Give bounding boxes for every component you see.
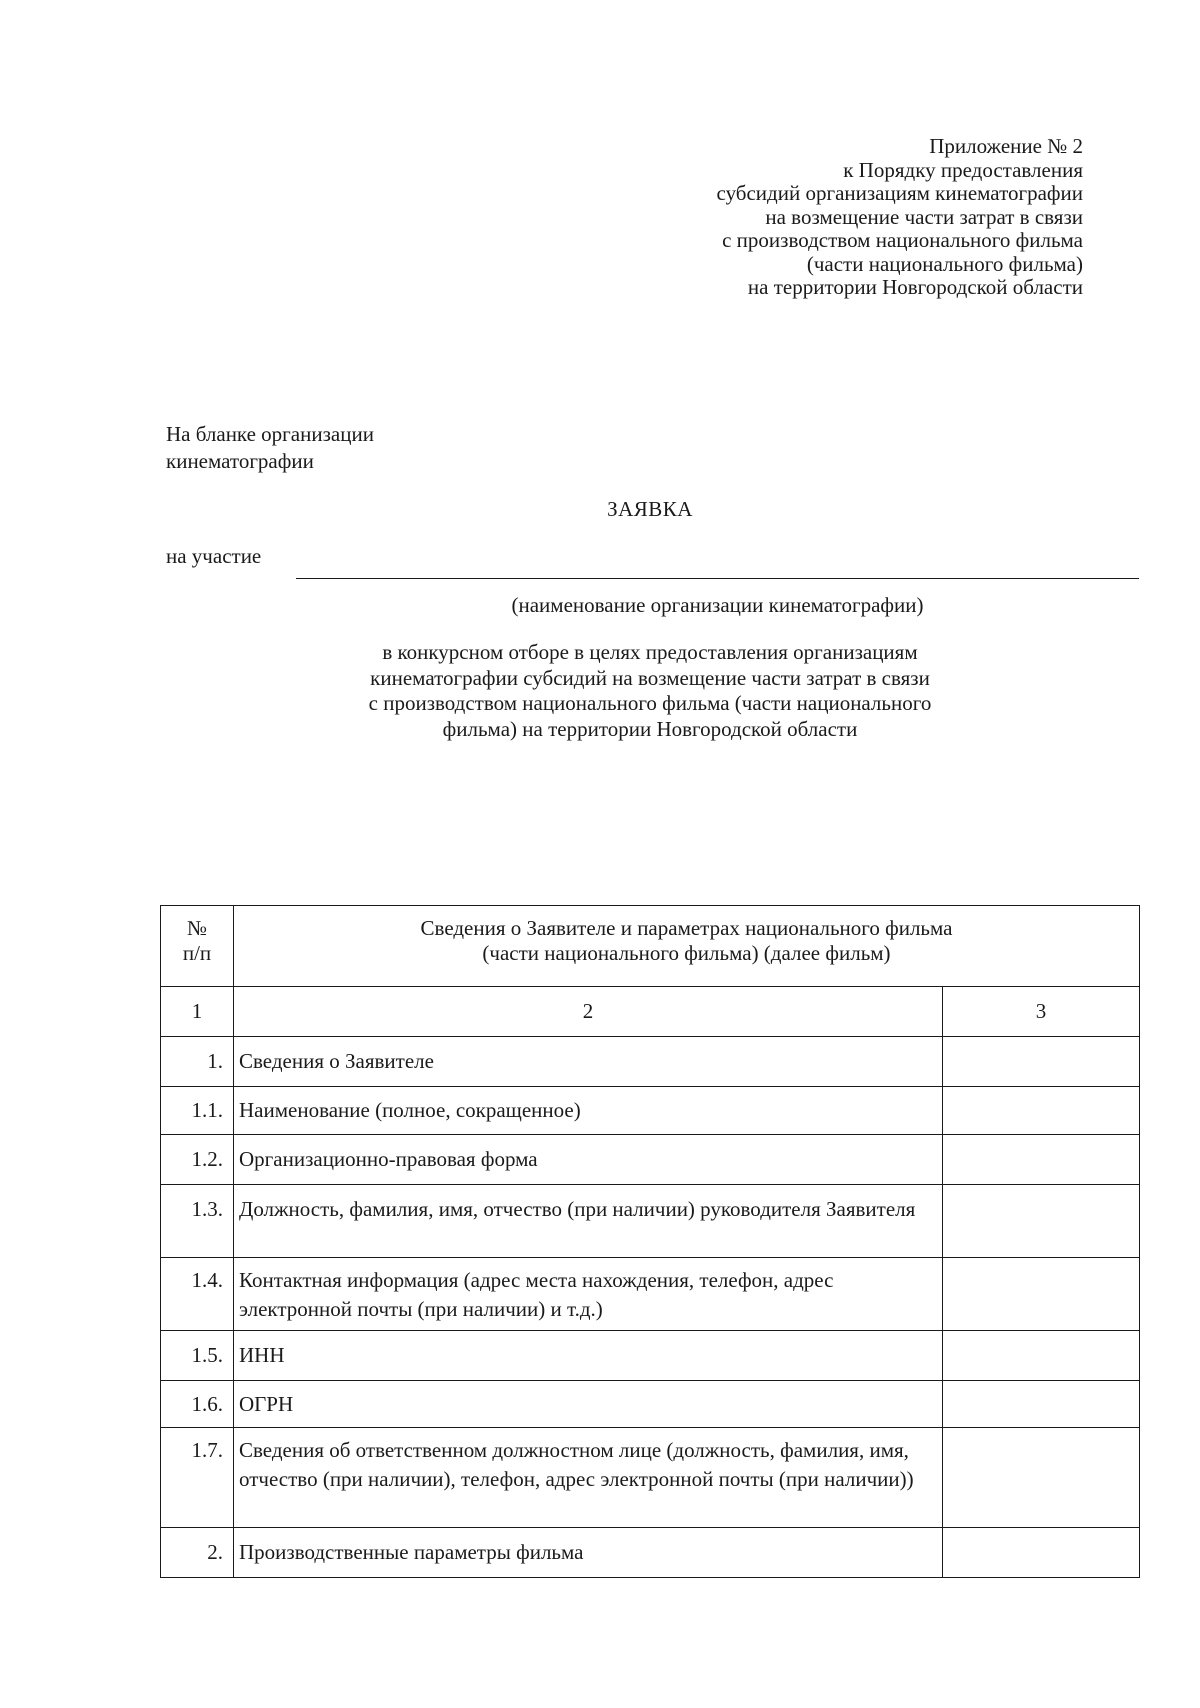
table-header-row xyxy=(161,906,1140,987)
table-row xyxy=(161,1135,1140,1185)
header-num-cell xyxy=(161,906,234,987)
appendix-line: на возмещение части затрат в связи xyxy=(765,204,1083,229)
document-title: ЗАЯВКА xyxy=(607,497,693,521)
organization-name-caption: (наименование организации кинематографии) xyxy=(511,593,924,617)
appendix-line: (части национального фильма) xyxy=(806,251,1083,276)
row-value-cell[interactable] xyxy=(943,1087,1140,1135)
header-desc-line: (части национального фильма) (далее фильм) xyxy=(482,941,891,965)
table-row xyxy=(161,1428,1140,1528)
appendix-line: Приложение № 2 xyxy=(929,134,1083,158)
purpose-text xyxy=(296,640,1004,742)
column-number-cell: 2 xyxy=(234,987,943,1037)
appendix-block xyxy=(483,135,1083,300)
row-number: 1.5. xyxy=(161,1331,234,1381)
row-value-cell[interactable] xyxy=(943,1528,1140,1578)
table-row xyxy=(161,1258,1140,1331)
row-description: Сведения об ответственном должностном лице (должность, фамилия, имя, отчество (при наличии), телефон, адрес электронной почты (при наличии)) xyxy=(234,1428,943,1528)
row-number: 1.7. xyxy=(161,1428,234,1528)
organization-fill-line[interactable] xyxy=(296,578,1139,579)
row-description: Сведения о Заявителе xyxy=(234,1037,943,1087)
appendix-line: с производством национального фильма xyxy=(722,228,1083,252)
column-number-cell: 3 xyxy=(943,987,1140,1037)
column-number-cell: 1 xyxy=(161,987,234,1037)
purpose-line: фильма) на территории Новгородской области xyxy=(442,716,858,741)
letterhead-note xyxy=(166,421,374,475)
row-description: ИНН xyxy=(234,1331,943,1381)
row-description: Контактная информация (адрес места нахождения, телефон, адрес электронной почты (при наличии) и т.д.) xyxy=(234,1258,943,1331)
row-description: Организационно-правовая форма xyxy=(234,1135,943,1185)
table-row xyxy=(161,1087,1140,1135)
row-value-cell[interactable] xyxy=(943,1428,1140,1528)
purpose-line: с производством национального фильма (части национального xyxy=(368,691,932,715)
column-number-row xyxy=(161,987,1140,1037)
table-row xyxy=(161,1381,1140,1428)
header-num-symbol: № xyxy=(186,916,208,940)
applicant-info-table xyxy=(160,905,1140,1578)
purpose-line: в конкурсном отборе в целях предоставления организациям xyxy=(382,640,918,664)
letterhead-line: На бланке организации xyxy=(166,422,374,446)
letterhead-line: кинематографии xyxy=(166,449,314,473)
header-desc-cell xyxy=(234,906,1140,987)
row-description: Должность, фамилия, имя, отчество (при наличии) руководителя Заявителя xyxy=(234,1185,943,1258)
row-number: 1.6. xyxy=(161,1381,234,1428)
appendix-line: на территории Новгородской области xyxy=(747,275,1083,299)
row-number: 1.4. xyxy=(161,1258,234,1331)
row-number: 1.2. xyxy=(161,1135,234,1185)
table-row xyxy=(161,1185,1140,1258)
table-row xyxy=(161,1037,1140,1087)
appendix-line: субсидий организациям кинематографии xyxy=(716,181,1083,205)
row-number: 2. xyxy=(161,1528,234,1578)
purpose-line: кинематографии субсидий на возмещение части затрат в связи xyxy=(370,665,930,690)
row-value-cell[interactable] xyxy=(943,1135,1140,1185)
row-value-cell[interactable] xyxy=(943,1331,1140,1381)
header-num-abbr: п/п xyxy=(182,941,212,965)
row-number: 1.1. xyxy=(161,1087,234,1135)
row-value-cell[interactable] xyxy=(943,1258,1140,1331)
row-value-cell[interactable] xyxy=(943,1037,1140,1087)
appendix-line: к Порядку предоставления xyxy=(843,157,1083,182)
row-number: 1.3. xyxy=(161,1185,234,1258)
row-description: Наименование (полное, сокращенное) xyxy=(234,1087,943,1135)
row-number: 1. xyxy=(161,1037,234,1087)
table-row xyxy=(161,1331,1140,1381)
header-desc-line: Сведения о Заявителе и параметрах национального фильма xyxy=(420,916,953,940)
row-value-cell[interactable] xyxy=(943,1381,1140,1428)
row-description: ОГРН xyxy=(234,1381,943,1428)
row-description: Производственные параметры фильма xyxy=(234,1528,943,1578)
row-value-cell[interactable] xyxy=(943,1185,1140,1258)
table-row xyxy=(161,1528,1140,1578)
participation-label: на участие xyxy=(166,544,262,568)
